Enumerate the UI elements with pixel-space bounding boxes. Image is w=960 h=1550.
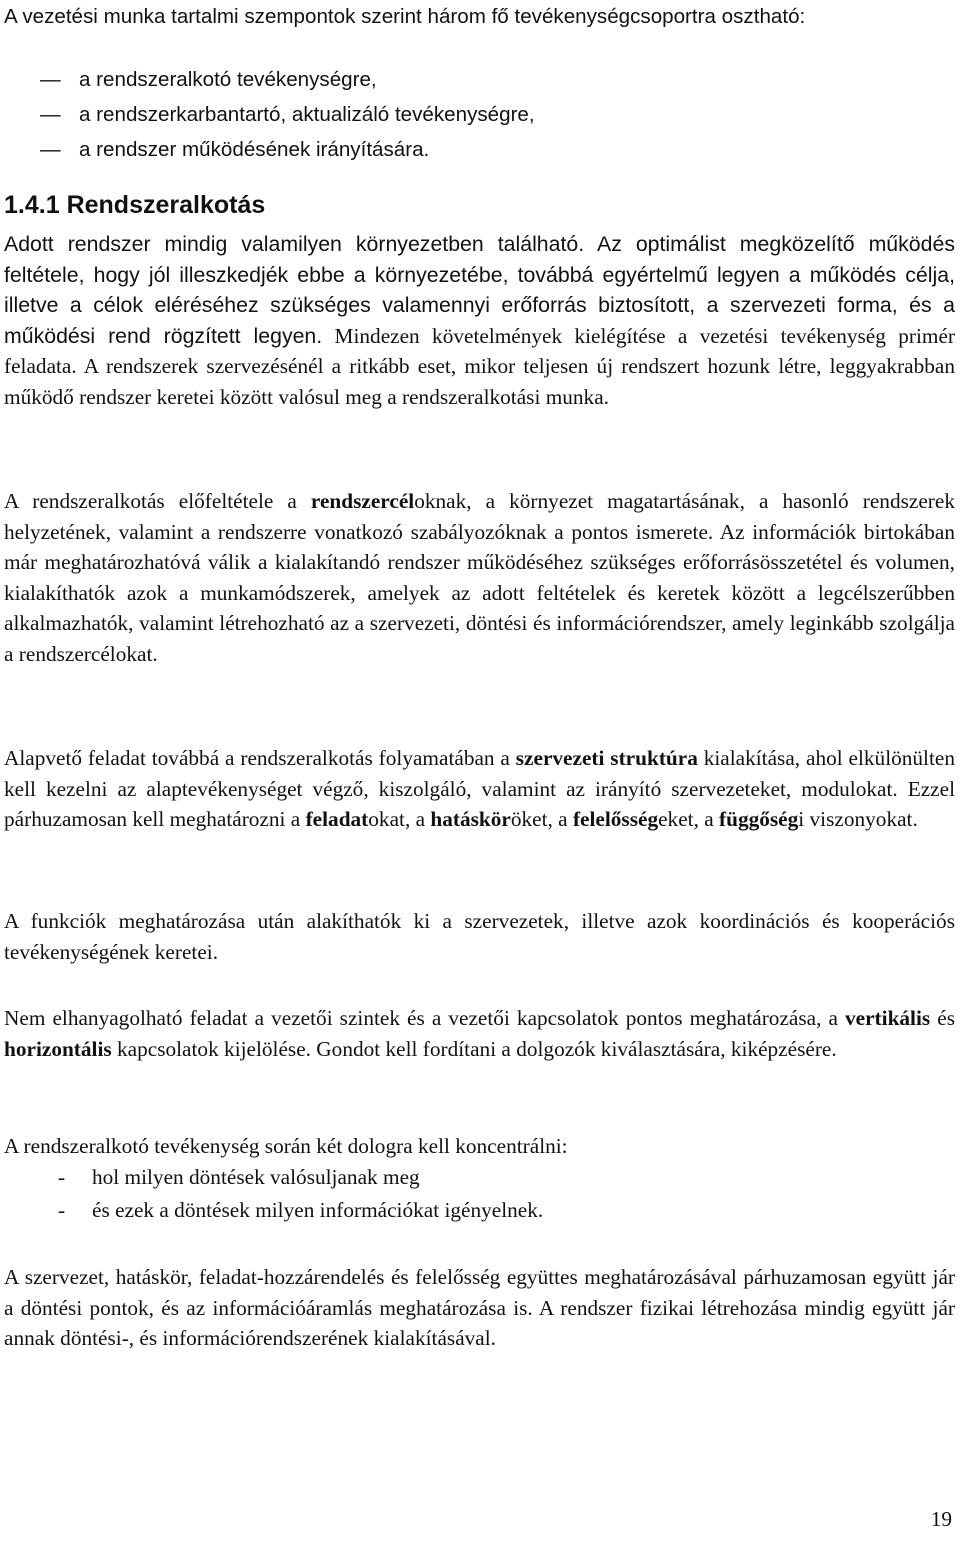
list-item-text: hol milyen döntések valósuljanak meg (92, 1165, 420, 1189)
paragraph-text: és (930, 1006, 955, 1030)
bold-term: szervezeti struktúra (515, 746, 698, 770)
paragraph-text: öket, a (510, 807, 573, 831)
list-item-text: a rendszerkarbantartó, aktualizáló tevékenységre, (79, 103, 535, 126)
paragraph-text: kialakítása, ahol elkülönülten kell kezelni az alaptevékenységet végző, kiszolgáló, valamint az irányító szervezeteket, modulokat. Ezzel párhuzamosan kell meghatározni a (4, 746, 955, 831)
bold-term: rendszercél (310, 489, 415, 513)
paragraph-prerequisites (4, 486, 955, 669)
paragraph-text: Adott rendszer mindig valamilyen környezetben található. (4, 232, 585, 256)
paragraph-structure (4, 743, 955, 835)
list-item (0, 62, 700, 97)
section-number: 1.4.1 (4, 191, 60, 219)
dash-bullet: — (40, 103, 61, 126)
section-title: Rendszeralkotás (66, 191, 266, 219)
paragraph-focus: A rendszeralkotó tevékenység során két dologra kell koncentrálni: (4, 1134, 568, 1158)
page-number: 19 (930, 1507, 952, 1531)
paragraph-text: Az optimálist megközelítő működés feltétele, hogy jól illeszkedjék ebbe a környezetébe, továbbá egyértelmű legyen a működés célja, illetve a célok eléréséhez szükséges valamennyi erőforrás biztosított, a szervezeti forma, és a működési rend rögzített legyen. (4, 232, 955, 348)
section-heading (4, 186, 265, 224)
bold-term: horizontális (4, 1036, 112, 1061)
list-item (0, 1195, 720, 1228)
bold-term: vertikális (845, 1006, 931, 1030)
intro-paragraph: A vezetési munka tartalmi szempontok szerint három fő tevékenységcsoportra osztható: (4, 5, 806, 28)
hyphen-bullet: - (58, 1198, 66, 1222)
list-item-text: a rendszeralkotó tevékenységre, (79, 68, 377, 91)
bold-term: függőség (719, 807, 799, 831)
list-item-text: és ezek a döntések milyen információkat igényelnek. (92, 1198, 544, 1222)
paragraph-summary: A szervezet, hatáskör, feladat-hozzárendelés és felelősség együttes meghatározásával párhuzamosan együtt jár a döntési pontok, és az információáramlás meghatározása is. A rendszer fizikai létrehozása mindig együtt jár annak döntési-, és információrendszerének kialakításával. (4, 1265, 955, 1350)
paragraph-text: oknak, a környezet magatartásának, a hasonló rendszerek helyzetének, valamint a rendszerre vonatkozó szabályozóknak a pontos ismerete. Az információk birtokában már meghatározhatóvá válik a kialakítandó rendszer működéséhez szükséges erőforrásösszetétel és volumen, kialakíthatók azok a munkamódszerek, amelyek az adott feltételek és keretek között a legcélszerűbben alkalmazhatók, valamint létrehozható az a szervezeti, döntési és információrendszer, amely leginkább szolgálja a rendszercélokat. (4, 489, 955, 666)
paragraph-text: i viszonyokat. (798, 807, 918, 831)
bold-term: hatáskör (430, 807, 511, 831)
hyphen-bullet: - (58, 1165, 66, 1189)
bold-term: feladat (305, 807, 369, 831)
paragraph-functions: A funkciók meghatározása után alakíthatók ki a szervezetek, illetve azok koordinációs és kooperációs tevékenységének keretei. (4, 909, 955, 964)
paragraph-text: kapcsolatok kijelölése. Gondot kell fordítani a dolgozók kiválasztására, kiképzésére. (111, 1036, 837, 1061)
paragraph-text: Alapvető feladat továbbá a rendszeralkotás folyamatában a (4, 746, 516, 770)
list-item (0, 1162, 720, 1195)
paragraph-text: A rendszeralkotás előfeltétele a (4, 489, 311, 513)
list-item-text: a rendszer működésének irányítására. (79, 138, 430, 161)
list-item (0, 132, 700, 167)
paragraph-text: okat, a (368, 807, 431, 831)
dash-bullet: — (40, 68, 61, 91)
activity-group-list (0, 62, 700, 167)
paragraph-management-levels (4, 1003, 955, 1064)
list-item (0, 97, 700, 132)
paragraph-text: eket, a (658, 807, 720, 831)
bold-term: felelősség (572, 807, 659, 831)
focus-list (0, 1162, 720, 1228)
paragraph-text: Nem elhanyagolható feladat a vezetői szintek és a vezetői kapcsolatok pontos meghatározása, a (4, 1006, 845, 1030)
dash-bullet: — (40, 138, 61, 161)
paragraph-text: Mindezen követelmények kielégítése a vezetési tevékenység primér feladata. A rendszerek szervezésénél a ritkább eset, mikor teljesen új rendszert hozunk létre, leggyakrabban működő rendszer keretei között valósul meg a rendszeralkotási munka. (4, 323, 955, 409)
paragraph-environment (4, 229, 955, 412)
